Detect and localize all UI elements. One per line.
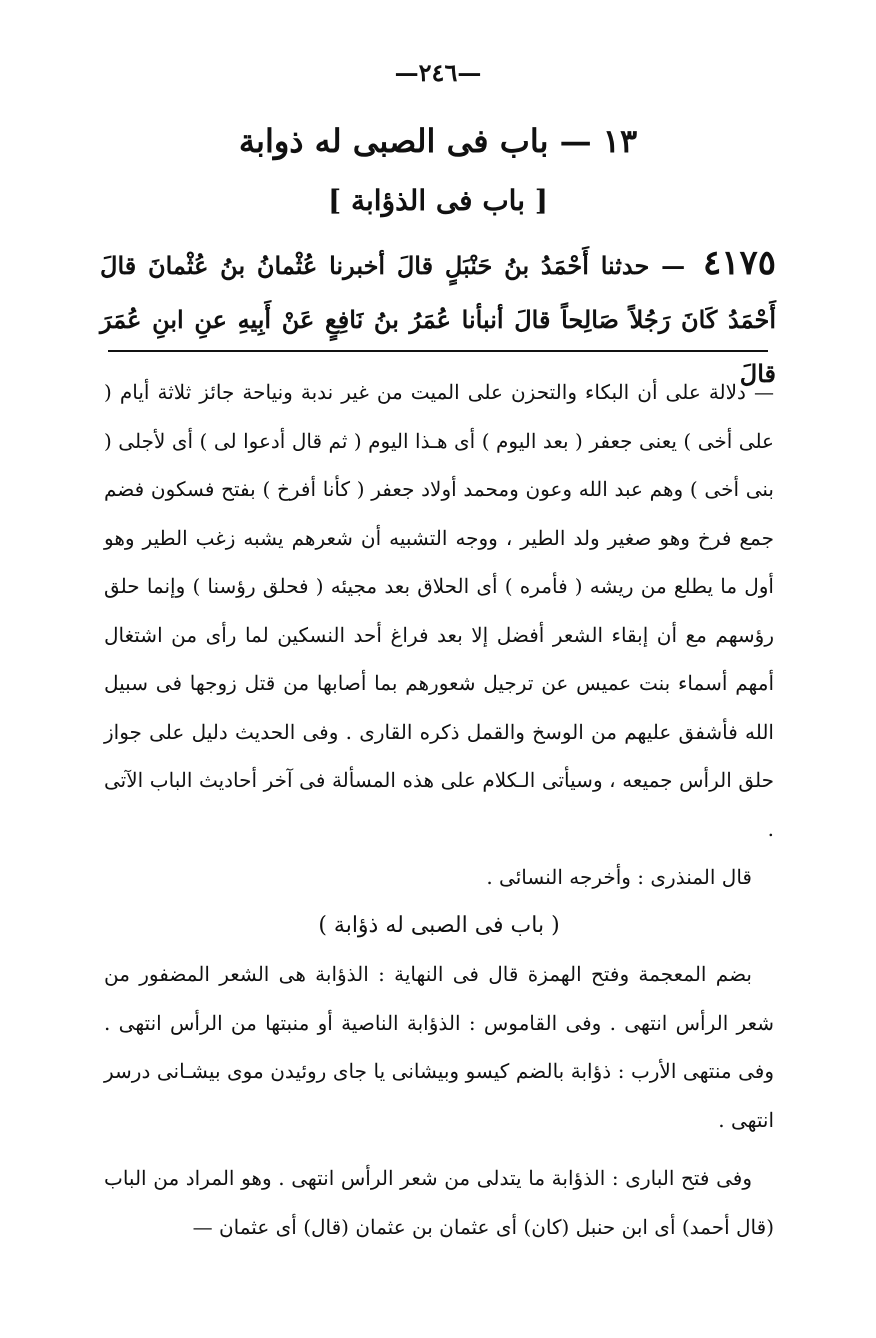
sub-heading: [ باب فى الذؤابة ] [327,184,548,217]
chapter-dash: — [548,122,603,160]
commentary [104,368,774,1251]
commentary-paragraph-3: بضم المعجمة وفتح الهمزة قال فى النهاية : الذؤابة هى الشعر المضفور من شعر الرأس انتهى . وفى القاموس : الذؤابة الناصية أو منبتها من الرأس انتهى . وفى منتهى الأرب : ذؤابة بالضم كيسو وبيشانى يا جاى روئيدن موى بيشـانى درسر انتهى . [104,962,775,1132]
hadith-body: — حدثنا أَحْمَدُ بنُ حَنْبَلٍ قالَ أخبرنا عُثْمانُ بنُ عُثْمانَ قالَ أَحْمَدُ كَانَ رَجُلاً صَالِحاً قالَ أنبأنا عُمَرُ بنُ نَافِعٍ عَنْ أَبِيهِ عنِ ابنِ عُمَرَ قالَ [100,251,776,388]
chapter-number: ١٣ [602,122,638,160]
commentary-paragraph-4: وفى فتح البارى : الذؤابة ما يتدلى من شعر الرأس انتهى . وهو المراد من الباب (قال أحمد) أى ابن حنبل (كان) أى عثمان بن عثمان (قال) أى عثمان — [104,1166,774,1239]
commentary-heading: ( باب فى الصبى له ذؤابة ) [318,912,560,938]
commentary-paragraph-2: قال المنذرى : وأخرجه النسائى . [486,865,752,889]
page-number: —٢٤٦— [394,58,482,87]
chapter-title: باب فى الصبى له ذوابة [238,122,549,160]
hadith-number: ٤١٧٥ [702,243,776,283]
chapter-heading [0,122,876,160]
commentary-paragraph-1: — دلالة على أن البكاء والتحزن على الميت من غير ندبة ونياحة جائز ثلاثة أيام ( على أخى ) يعنى جعفر ( بعد اليوم ) أى هـذا اليوم ( ثم قال أدعوا لى ) أى لأجلى ( بنى أخى ) وهم عبد الله وعون ومحمد أولاد جعفر ( كأنا أفرخ ) بفتح فسكون فضم جمع فرخ وهو صغير ولد الطير ، ووجه التشبيه أن شعرهم يشبه زغب الطير وهو أول ما يطلع من ريشه ( فأمره ) أى الحلاق بعد مجيئه ( فحلق رؤسنا ) وإنما حلق رؤسهم مع أن إبقاء الشعر أفضل إلا بعد فراغ أحد النسكين لما رأى من اشتغال أمهم أسماء بنت عميس عن ترجيل شعورهم بما أصابها من قتل زوجها فى سبيل الله فأشفق عليهم من الوسخ والقمل ذكره القارى . وفى الحديث دليل على جواز حلق الرأس جميعه ، وسيأتى الـكلام على هذه المسألة فى آخر أحاديث الباب الآتى . [104,380,774,841]
footnote-divider [108,350,768,352]
